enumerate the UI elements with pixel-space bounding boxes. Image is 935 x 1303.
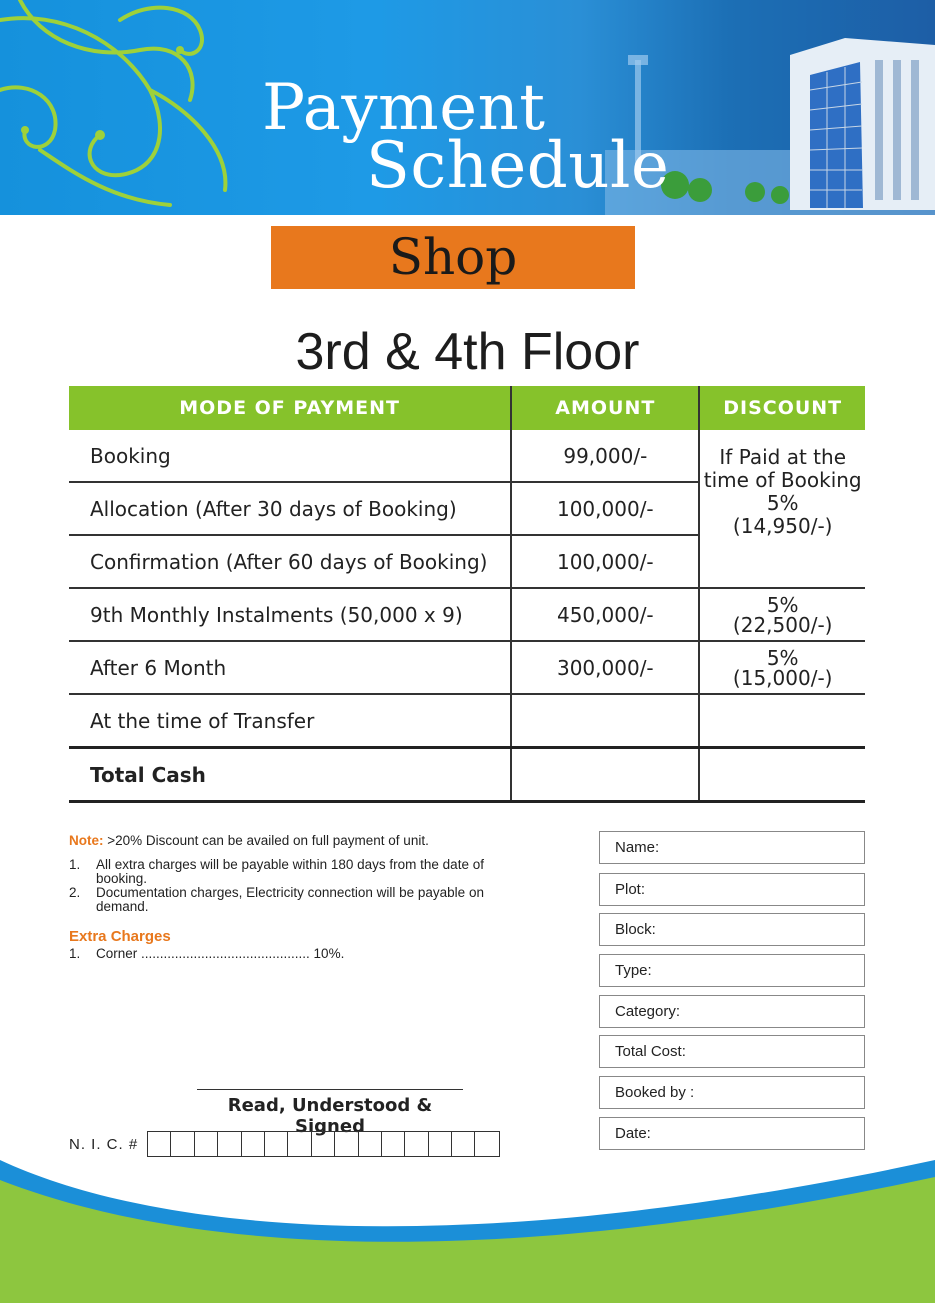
discount-line: If Paid at the <box>719 445 846 469</box>
list-item <box>69 886 499 914</box>
discount-line: 5% <box>766 645 799 670</box>
header-discount: DISCOUNT <box>699 386 865 430</box>
footer-wave <box>0 1155 935 1303</box>
table-row <box>69 694 865 748</box>
title-line-1: Payment <box>262 71 546 145</box>
instalment-discount-cell <box>699 588 865 641</box>
discount-line: time of Booking <box>703 468 862 492</box>
item-number: 2. <box>69 885 81 900</box>
list-item <box>69 947 499 961</box>
row-mode: After 6 Month <box>69 641 511 694</box>
nic-digit-box[interactable] <box>195 1132 218 1156</box>
row-discount <box>699 694 865 748</box>
category-field[interactable]: Category: <box>599 995 865 1028</box>
total-amount <box>511 748 699 802</box>
header-amount: AMOUNT <box>511 386 699 430</box>
table-row <box>69 430 865 482</box>
booking-discount-cell <box>699 430 865 588</box>
extra-charges-heading: Extra Charges <box>69 928 171 945</box>
row-mode: Booking <box>69 430 511 482</box>
item-text: Corner ............................................. 10%. <box>96 946 345 961</box>
nic-digit-box[interactable] <box>242 1132 265 1156</box>
nic-label: N. I. C. # <box>69 1136 139 1153</box>
note-text: >20% Discount can be availed on full payment of unit. <box>103 833 429 848</box>
shop-banner: Shop <box>271 226 635 289</box>
total-row <box>69 748 865 802</box>
item-text: All extra charges will be payable within 180 days from the date of booking. <box>96 857 484 886</box>
name-field[interactable]: Name: <box>599 831 865 864</box>
nic-digit-box[interactable] <box>312 1132 335 1156</box>
nic-digit-box[interactable] <box>218 1132 241 1156</box>
row-amount: 100,000/- <box>511 482 699 535</box>
six-month-discount-cell <box>699 641 865 694</box>
block-field[interactable]: Block: <box>599 913 865 946</box>
signature-label: Read, Understood & Signed <box>197 1089 463 1137</box>
row-mode: Confirmation (After 60 days of Booking) <box>69 535 511 588</box>
page-title <box>262 71 670 203</box>
nic-digit-box[interactable] <box>475 1132 498 1156</box>
total-label: Total Cash <box>69 748 511 802</box>
nic-digit-box[interactable] <box>429 1132 452 1156</box>
row-mode: 9th Monthly Instalments (50,000 x 9) <box>69 588 511 641</box>
booked-by-field[interactable]: Booked by : <box>599 1076 865 1109</box>
row-amount: 300,000/- <box>511 641 699 694</box>
item-text: Documentation charges, Electricity connection will be payable on demand. <box>96 885 484 914</box>
table-header-row <box>69 386 865 430</box>
note-line <box>69 833 499 848</box>
list-item <box>69 858 499 886</box>
nic-digit-box[interactable] <box>335 1132 358 1156</box>
row-mode: Allocation (After 30 days of Booking) <box>69 482 511 535</box>
total-discount <box>699 748 865 802</box>
row-mode: At the time of Transfer <box>69 694 511 748</box>
nic-digit-box[interactable] <box>171 1132 194 1156</box>
discount-line: (15,000/-) <box>732 665 833 690</box>
nic-digit-box[interactable] <box>452 1132 475 1156</box>
discount-line: 5% <box>766 592 799 617</box>
total-cost-field[interactable]: Total Cost: <box>599 1035 865 1068</box>
type-field[interactable]: Type: <box>599 954 865 987</box>
discount-line: (14,950/-) <box>732 514 833 538</box>
payment-schedule-table <box>69 386 865 803</box>
nic-digit-box[interactable] <box>382 1132 405 1156</box>
extra-charges-list <box>69 947 499 961</box>
nic-input-boxes[interactable] <box>147 1131 500 1157</box>
nic-digit-box[interactable] <box>288 1132 311 1156</box>
header-banner <box>0 0 935 215</box>
title-line-2: Schedule <box>366 129 670 203</box>
date-field[interactable]: Date: <box>599 1117 865 1150</box>
note-list <box>69 858 499 914</box>
row-amount <box>511 694 699 748</box>
nic-digit-box[interactable] <box>265 1132 288 1156</box>
nic-digit-box[interactable] <box>148 1132 171 1156</box>
plot-field[interactable]: Plot: <box>599 873 865 906</box>
discount-line: (22,500/-) <box>732 612 833 637</box>
note-label: Note: <box>69 833 104 848</box>
discount-line: 5% <box>766 491 799 515</box>
nic-digit-box[interactable] <box>359 1132 382 1156</box>
floor-title: 3rd & 4th Floor <box>295 323 640 381</box>
row-amount: 100,000/- <box>511 535 699 588</box>
header-mode: MODE OF PAYMENT <box>69 386 511 430</box>
notes-section <box>69 833 499 961</box>
table-row <box>69 641 865 694</box>
swirl-ornament-icon <box>0 0 260 215</box>
table-row <box>69 588 865 641</box>
row-amount: 99,000/- <box>511 430 699 482</box>
nic-digit-box[interactable] <box>405 1132 428 1156</box>
item-number: 1. <box>69 857 81 872</box>
row-amount: 450,000/- <box>511 588 699 641</box>
item-number: 1. <box>69 946 81 961</box>
